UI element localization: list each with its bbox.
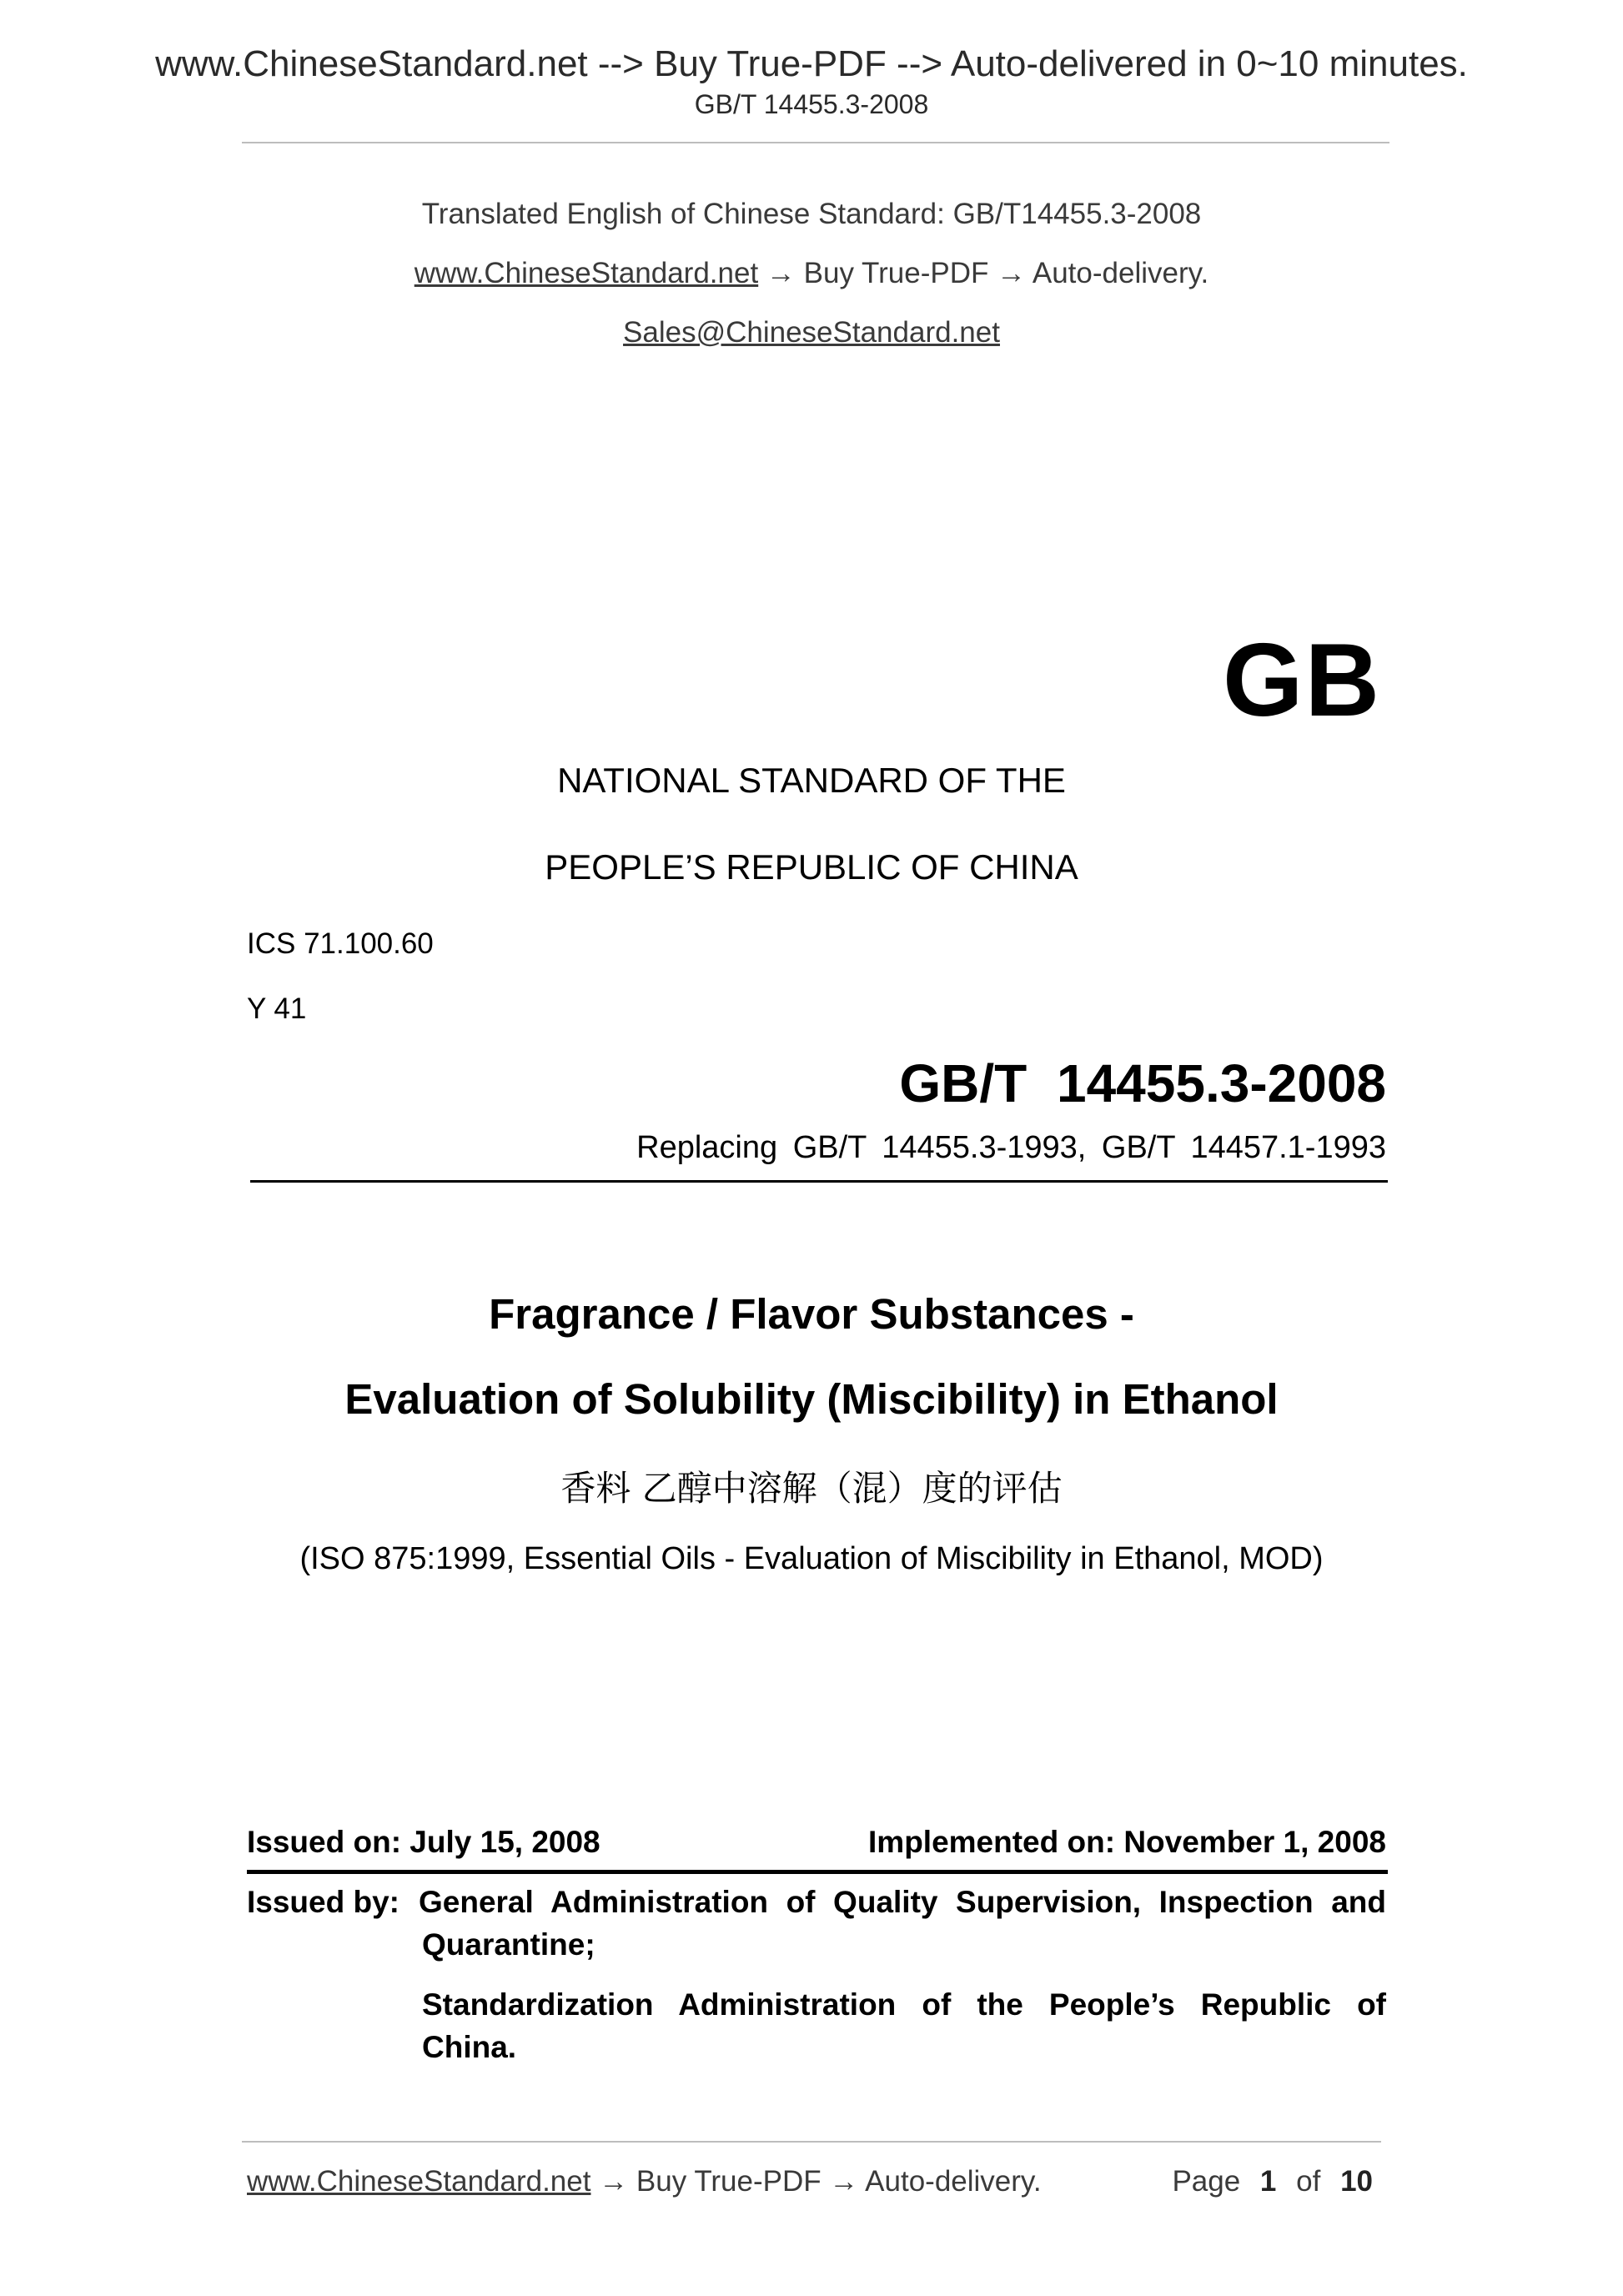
number-divider — [250, 1180, 1388, 1183]
title-chinese: 香料 乙醇中溶解（混）度的评估 — [560, 1468, 1063, 1509]
translation-note: Translated English of Chinese Standard: GB/T14455.3-2008 — [421, 198, 1202, 230]
footer-site-link[interactable]: www.ChineseStandard.net — [247, 2165, 591, 2198]
header-doc-code: GB/T 14455.3-2008 — [694, 89, 929, 119]
of-label: of — [1296, 2165, 1321, 2198]
issued-by-label: Issued by: — [247, 1885, 399, 1919]
issued-on: Issued on: July 15, 2008 — [247, 1825, 600, 1859]
issuer-2-line2: China. — [422, 2030, 517, 2064]
ics-code: ICS 71.100.60 — [247, 927, 434, 960]
email-link[interactable]: Sales@ChineseStandard.net — [623, 316, 1000, 349]
header-banner: www.ChineseStandard.net --> Buy True-PDF --> Auto-delivered in 0~10 minutes. — [155, 43, 1468, 84]
replacing-note: Replacing GB/T 14455.3-1993, GB/T 14457.1-1993 — [636, 1130, 1386, 1165]
page-total: 10 — [1340, 2165, 1373, 2198]
footer-links — [247, 2165, 1042, 2198]
page-label: Page — [1172, 2165, 1241, 2198]
email-line — [0, 316, 1623, 349]
gb-mark: GB — [1223, 623, 1381, 738]
footer-buy-note: → Buy True-PDF → Auto-delivery. — [590, 2165, 1042, 2198]
page-current: 1 — [1259, 2165, 1277, 2198]
iso-equivalence: (ISO 875:1999, Essential Oils - Evaluation of Miscibility in Ethanol, MOD) — [299, 1541, 1324, 1576]
translation-links — [0, 257, 1623, 290]
page-indicator — [1172, 2165, 1373, 2198]
title-line2: Evaluation of Solubility (Miscibility) in Ethanol — [344, 1375, 1279, 1423]
dates-divider — [247, 1870, 1388, 1874]
footer-divider — [242, 2141, 1381, 2143]
national-standard-line1: NATIONAL STANDARD OF THE — [557, 761, 1066, 800]
title-line1: Fragrance / Flavor Substances - — [489, 1290, 1134, 1338]
site-link[interactable]: www.ChineseStandard.net — [414, 257, 759, 289]
buy-note: → Buy True-PDF → Auto-delivery. — [758, 257, 1209, 289]
implemented-on: Implemented on: November 1, 2008 — [868, 1825, 1386, 1859]
national-standard-line2: PEOPLE’S REPUBLIC OF CHINA — [545, 847, 1078, 887]
issuer-1-line2: Quarantine; — [422, 1927, 595, 1962]
ccs-code: Y 41 — [247, 992, 307, 1025]
issuer-1-line1: General Administration of Quality Supervision, Inspection and — [419, 1885, 1386, 1919]
header-divider — [242, 142, 1389, 143]
standard-number: GB/T 14455.3-2008 — [899, 1053, 1386, 1113]
issuer-2-line1: Standardization Administration of the People’s Republic of — [422, 1987, 1386, 2022]
